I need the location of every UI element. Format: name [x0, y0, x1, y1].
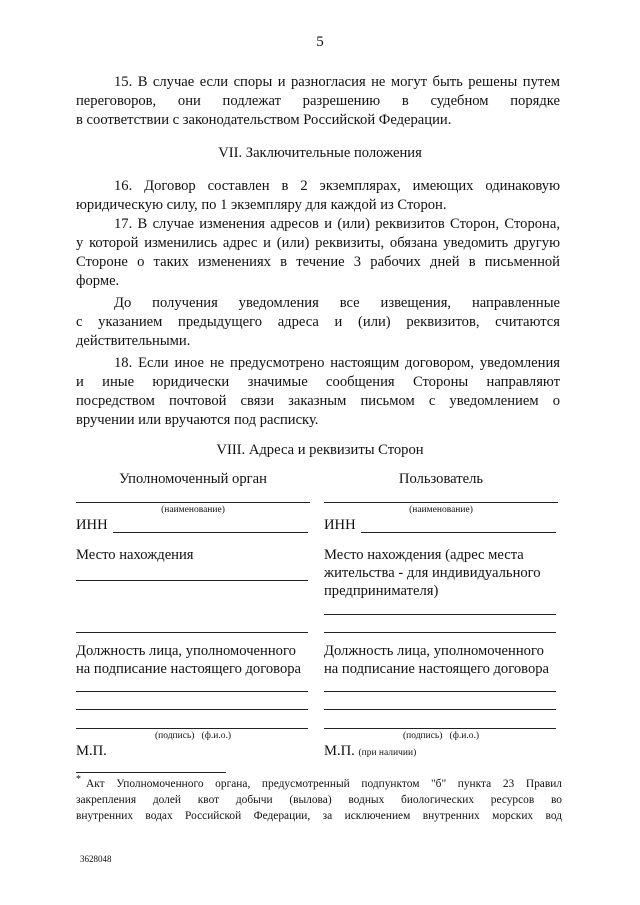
paragraph-17b-line-1: До получения уведомления все извещения, направленные [114, 295, 560, 311]
paragraph-15-line-1: 15. В случае если споры и разногласия не могут быть решены путем [114, 74, 560, 90]
authority-position-label-line-1: Должность лица, уполномоченного [76, 643, 296, 659]
user-seal-label: М.П. [324, 743, 355, 759]
authority-name-caption: (наименование) [161, 505, 225, 515]
user-name-line [324, 502, 558, 503]
user-signature-line-1 [324, 709, 556, 710]
user-position-line [324, 691, 556, 692]
footnote-separator [76, 772, 226, 773]
paragraph-15-line-2: переговоров, они подлежат разрешению в судебном порядке [76, 93, 560, 109]
user-location-label-line-1: Место нахождения (адрес места [324, 547, 524, 563]
footnote-line-1: Акт Уполномоченного органа, предусмотренный подпунктом "б" пункта 23 Правил [86, 778, 562, 790]
authority-inn-label: ИНН [76, 517, 108, 533]
authority-title: Уполномоченный орган [119, 471, 267, 487]
authority-location-line-1 [76, 580, 308, 581]
paragraph-17-line-2: у которой изменились адрес и (или) реквизиты, обязана уведомить другую [76, 235, 560, 251]
footnote-line-3: внутренних водах Российской Федерации, за исключением внутренних морских вод [76, 810, 562, 822]
user-signature-caption: (подпись) (ф.и.о.) [402, 731, 479, 741]
user-location-line-2 [324, 632, 556, 633]
section-7-title: VII. Заключительные положения [218, 145, 422, 161]
paragraph-17-line-3: Стороне о таких изменениях в течение 3 рабочих дней в письменной [76, 254, 560, 270]
user-location-label-line-3: предпринимателя) [324, 583, 439, 599]
paragraph-18-line-3: посредством почтовой связи заказным письмом с уведомлением о [76, 393, 560, 409]
authority-inn-line [113, 532, 308, 533]
user-position-label-line-2: на подписание настоящего договора [324, 661, 550, 677]
authority-location-label: Место нахождения [76, 547, 194, 563]
authority-signature-line-1 [76, 709, 308, 710]
section-8-title: VIII. Адреса и реквизиты Сторон [216, 442, 424, 458]
user-position-label-line-1: Должность лица, уполномоченного [324, 643, 544, 659]
footnote-line-2: закрепления долей квот добычи (вылова) водных биологических ресурсов во [76, 794, 562, 806]
document-code: 3628048 [80, 854, 112, 864]
user-name-caption: (наименование) [409, 505, 473, 515]
paragraph-17b-line-2: с указанием предыдущего адреса и (или) реквизитов, считаются [76, 314, 560, 330]
paragraph-15-line-3: в соответствии с законодательством Российской Федерации. [76, 112, 452, 128]
paragraph-18-line-1: 18. Если иное не предусмотрено настоящим договором, уведомления [114, 355, 560, 371]
paragraph-16-line-2: юридическую силу, по 1 экземпляру для каждой из Сторон. [76, 197, 447, 213]
authority-signature-line-2 [76, 728, 308, 729]
user-location-line-1 [324, 614, 556, 615]
user-inn-line [361, 532, 556, 533]
user-signature-line-2 [324, 728, 556, 729]
authority-location-line-2 [76, 632, 308, 633]
user-seal-note: (при наличии) [358, 748, 417, 758]
user-title: Пользователь [398, 471, 484, 487]
user-inn-label: ИНН [324, 517, 356, 533]
authority-seal: М.П. [76, 743, 107, 759]
authority-name-line [76, 502, 310, 503]
paragraph-17b-line-3: действительными. [76, 333, 191, 349]
footnote-marker: * [76, 774, 81, 785]
authority-position-label-line-2: на подписание настоящего договора [76, 661, 302, 677]
paragraph-18-line-2: и иные юридически значимые сообщения Стороны направляют [76, 374, 560, 390]
user-seal [324, 742, 416, 763]
paragraph-17-line-4: форме. [76, 273, 120, 289]
paragraph-17-line-1: 17. В случае изменения адресов и (или) реквизитов Сторон, Сторона, [114, 216, 560, 232]
paragraph-18-line-4: вручении или вручаются под расписку. [76, 412, 319, 428]
page-number: 5 [316, 34, 324, 50]
authority-signature-caption: (подпись) (ф.и.о.) [154, 731, 231, 741]
paragraph-16-line-1: 16. Договор составлен в 2 экземплярах, имеющих одинаковую [114, 178, 560, 194]
user-location-label-line-2: жительства - для индивидуального [324, 565, 541, 581]
authority-position-line [76, 691, 308, 692]
